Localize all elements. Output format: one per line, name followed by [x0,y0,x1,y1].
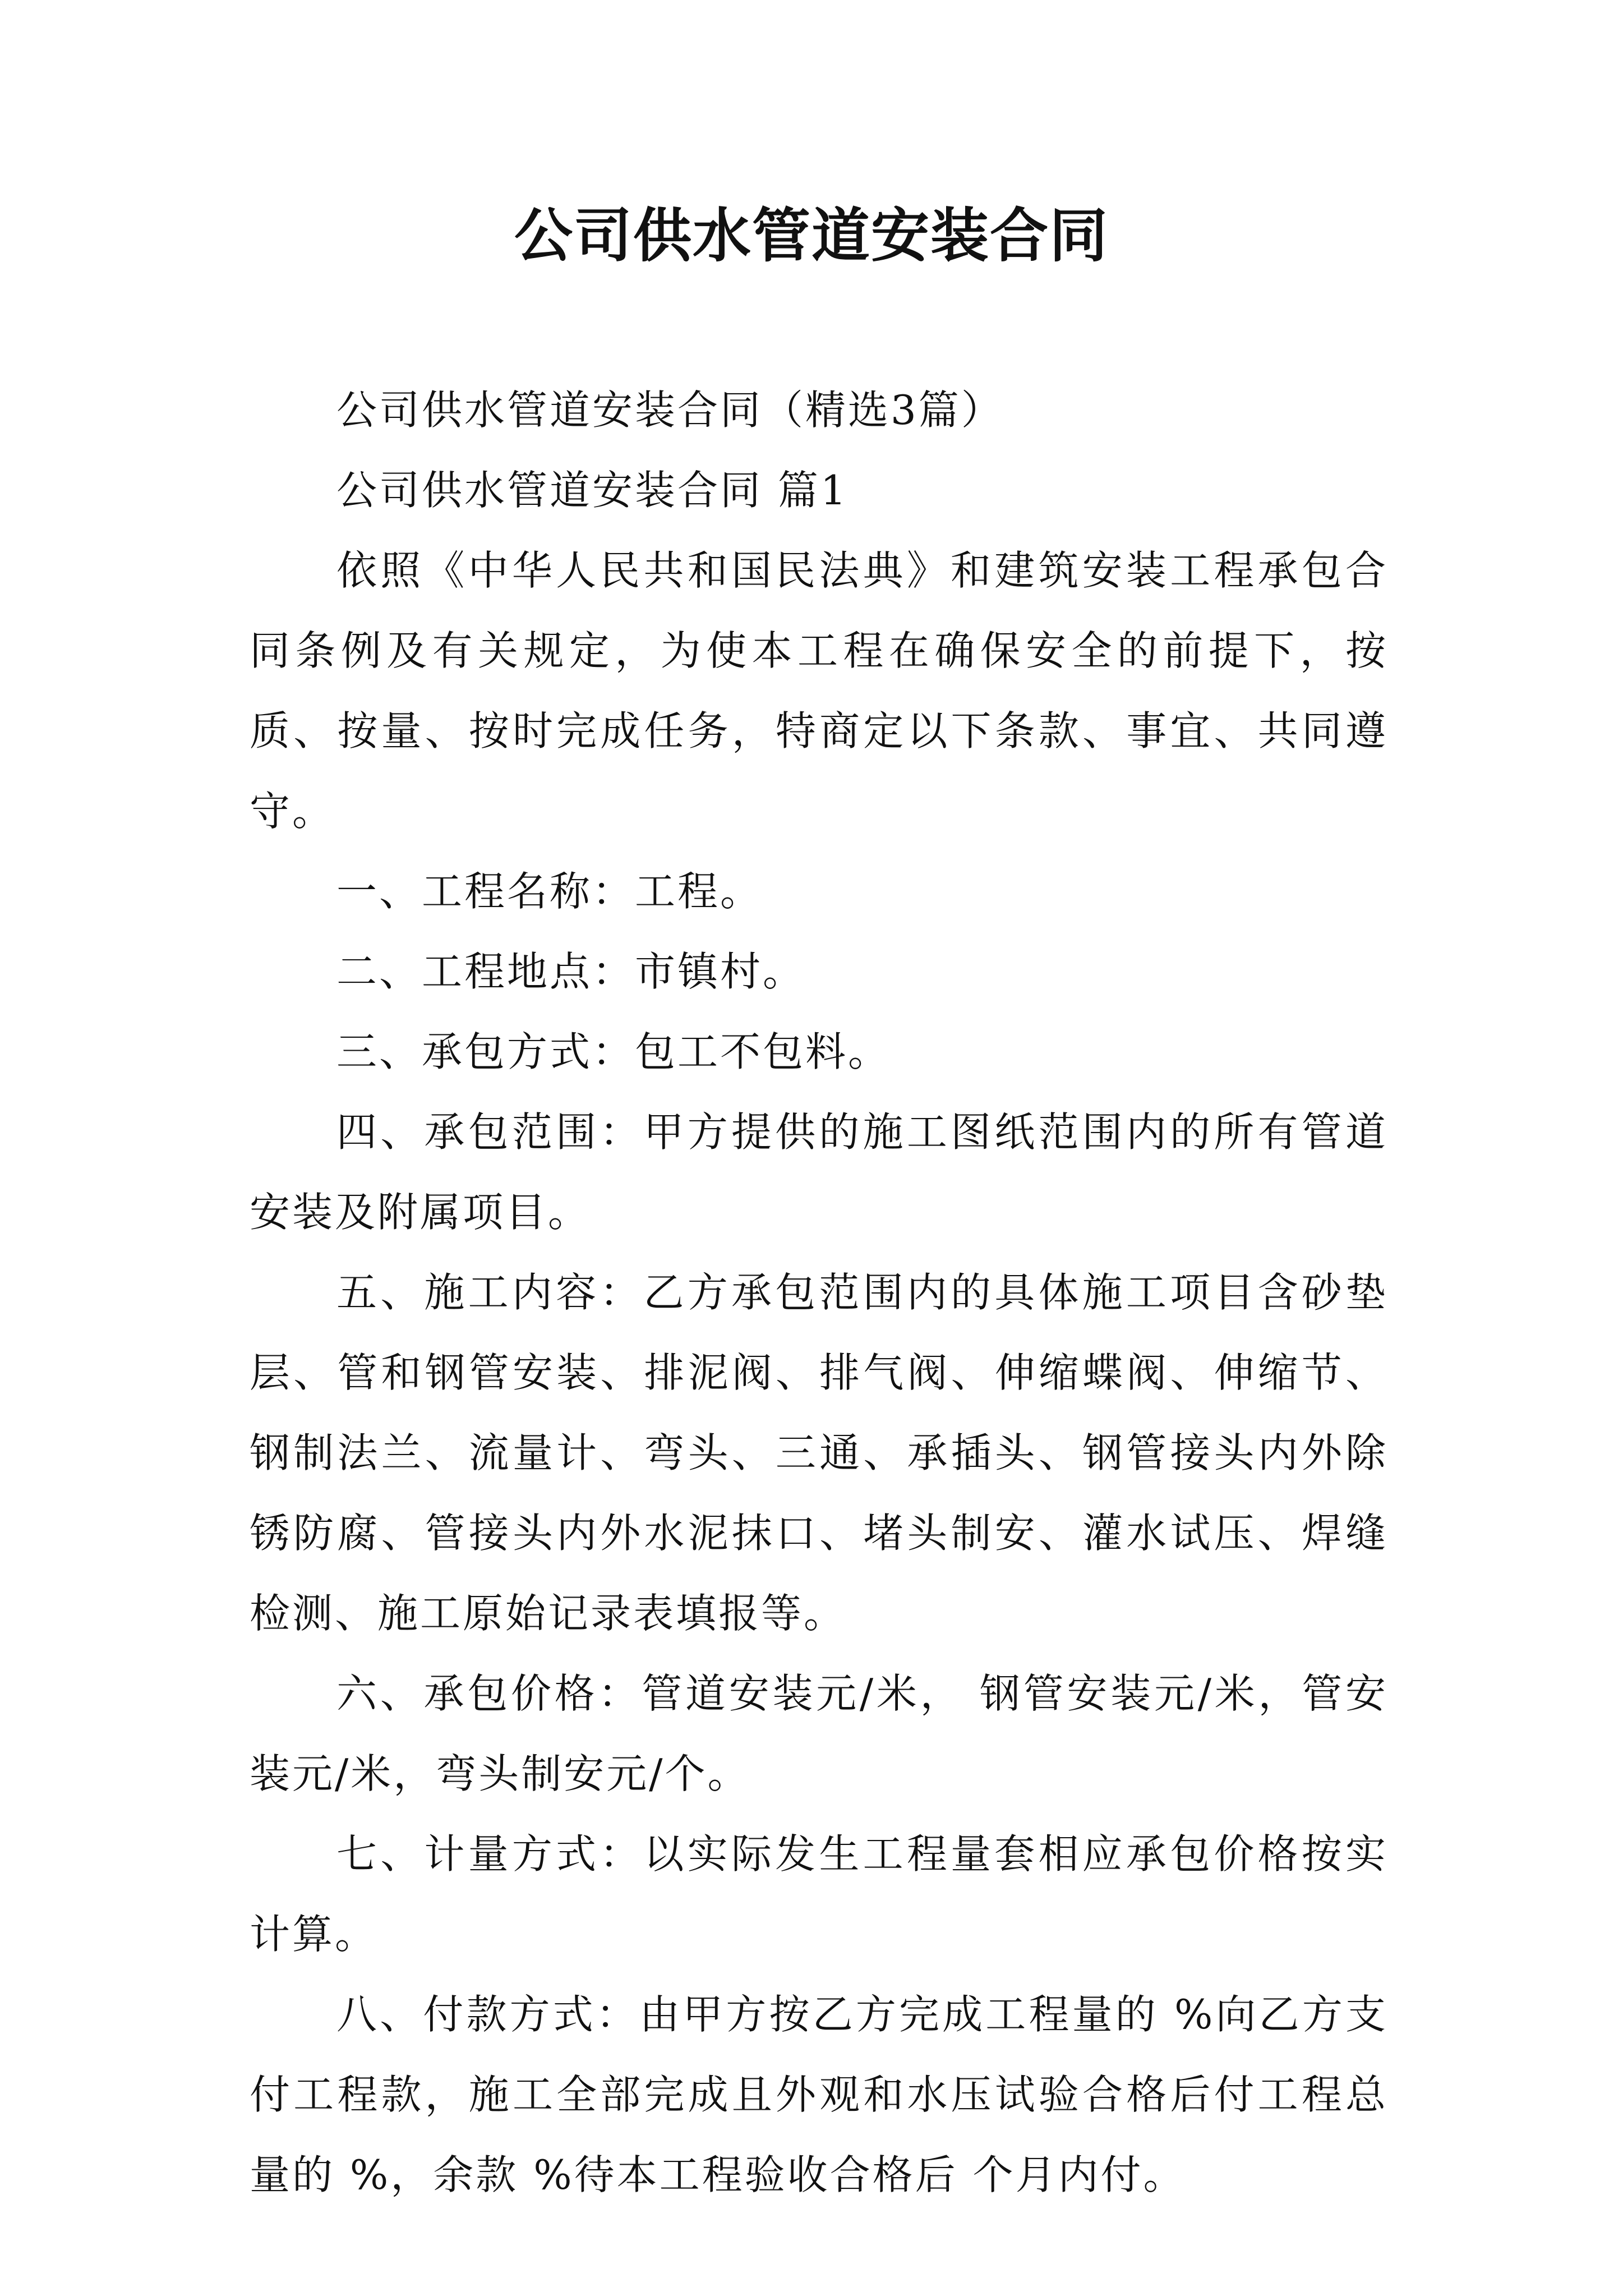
clause-contract-scope: 四、承包范围：甲方提供的施工图纸范围内的所有管道安装及附属项目。 [250,1108,1388,1236]
clause-project-location: 二、工程地点：市镇村。 [336,948,806,995]
paragraph-section-heading: 公司供水管道安装合同 篇1 [336,467,849,514]
clause-construction-content: 五、施工内容：乙方承包范围内的具体施工项目含砂垫层、管和钢管安装、排泥阀、排气阀、伸缩蝶阀、伸缩节、钢制法兰、流量计、弯头、三通、承插头、钢管接头内外除锈防腐、管接头内外水泥抹口、堵头制安、灌水试压、焊缝检测、施工原始记录表填报等。 [250,1269,1388,1637]
document-body [250,370,1388,2215]
paragraph-subtitle: 公司供水管道安装合同（精选3篇） [336,386,1004,434]
paragraph-preamble: 依照《中华人民共和国民法典》和建筑安装工程承包合同条例及有关规定，为使本工程在确保安全的前提下，按质、按量、按时完成任务，特商定以下条款、事宜、共同遵守。 [250,547,1388,835]
document-title: 公司供水管道安装合同 [514,201,1109,270]
clause-measurement-method: 七、计量方式：以实际发生工程量套相应承包价格按实计算。 [250,1830,1388,1958]
clause-contract-method: 三、承包方式：包工不包料。 [336,1028,891,1075]
clause-project-name: 一、工程名称：工程。 [336,868,763,915]
clause-contract-price: 六、承包价格：管道安装元/米， 钢管安装元/米，管安装元/米，弯头制安元/个。 [250,1670,1388,1797]
clause-payment-method: 八、付款方式：由甲方按乙方完成工程量的 %向乙方支付工程款，施工全部完成且外观和水压试验合格后付工程总量的 %，余款 %待本工程验收合格后 个月内付。 [250,1991,1388,2198]
